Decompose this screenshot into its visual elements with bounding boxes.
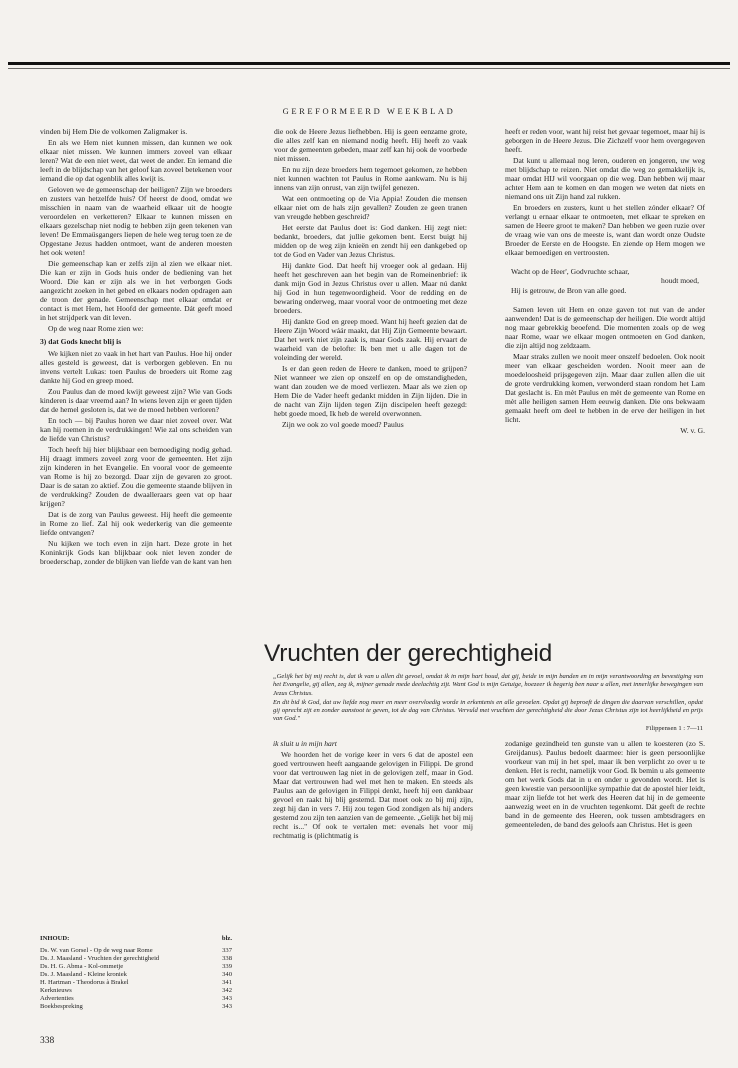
toc-entry-page: 338: [222, 955, 232, 962]
toc-entry-title: Ds. W. van Gorsel - Op de weg naar Rome: [40, 947, 153, 954]
toc-entry-title: Ds. J. Maasland - Kleine kroniek: [40, 971, 127, 978]
paragraph: Dat kunt u allemaal nog leren, ouderen en jongeren, uw weg met blijdschap te reizen. Niet omdat die weg zo gemakkelijk is, maar omdat HIJ wil voorgaan op die weg. Dan hebben wij maar achter Hem aan te komen en dan mogen we weten dat niets en niemand ons uit Zijn hand zal rukken.: [505, 156, 705, 201]
toc-entry-title: Boekbespreking: [40, 1003, 83, 1010]
toc-entry-page: 337: [222, 947, 232, 954]
section-heading: 3) dat Gods knecht blij is: [40, 337, 122, 346]
paragraph: Wat een ontmoeting op de Via Appia! Zouden die mensen elkaar niet om de hals zijn gevallen? Zouden ze geen tranen van vreugde hebben geschreid?: [274, 194, 467, 221]
subheading: ik sluit u in mijn hart: [273, 739, 337, 748]
article1-column-3: [505, 127, 705, 435]
paragraph: Geloven we de gemeenschap der heiligen? Zijn we broeders en zusters van hetzelfde huis? Of heerst de dood, omdat we misschien in naam van de waarheid elkaar uit de hoogte veroordelen en verketteren? Elkaar te kunnen missen en elkaars gezelschap niet nodig te hebben zijn geen tekenen van leven! De Emmaüsgangers liepen de hele weg terug toen ze de Opgestane Jezus hadden ontmoet, want de anderen moesten het ook weten!: [40, 185, 232, 257]
paragraph: En als we Hem niet kunnen missen, dan kunnen we ook elkaar niet missen. We kunnen immers zoveel van elkaar leren? Wat de een niet weet, dat weet de ander. En iemand die leeft in de blijdschap van het geloof kan zoveel betekenen voor iemand die op dat ogenblik alles kwijt is.: [40, 138, 232, 183]
toc-heading: INHOUD:: [40, 935, 70, 942]
article2-title: Vruchten der gerechtigheid: [264, 640, 553, 667]
toc-entry-page: 340: [222, 971, 232, 978]
article1-column-2: [274, 127, 467, 431]
quote-paragraph: „Gelijk het bij mij recht is, dat ik van u allen dit gevoel, omdat ik in mijn hart houd, dat gij, beide in mijn banden en in mijn verantwoording en bevestiging van het Evangelie, gij allen, zeg ik, mijner genade mede deelachtig zijt. Want God is mijn Getuige, hoezeer ik begerig ben naar u allen, met innerlijke bewegingen van Jezus Christus.: [273, 673, 703, 697]
hymn-line: houdt moed,: [661, 276, 699, 286]
toc-entry-page: 339: [222, 963, 232, 970]
paragraph: Samen leven uit Hem en onze gaven tot nut van de ander aanwenden! Dat is de gemeenschap der heiligen. Die wordt altijd nog maar gebrekkig beoefend. Die momenten zoals op de weg naar Rome, waar we elkaar mogen ontmoeten en God danken, die zijn altijd nog zeldzaam.: [505, 305, 705, 351]
paragraph: Hij dankte God. Dat heeft hij vroeger ook al gedaan. Hij heeft het geschreven aan het begin van de Romeinenbrief: ik dank mijn God in Jezus Christus over u allen. Maar nú dankt hij God in hun tegenwoordigheid. Voor de redding en de bewaring onderweg, maar vooral voor de ontmoeting met deze broeders.: [274, 261, 467, 315]
toc-entry-page: 343: [222, 1003, 232, 1010]
top-rule-thin: [8, 68, 730, 69]
paragraph: En nu zijn deze broeders hem tegemoet gekomen, ze hebben niet kunnen wachten tot Paulus in Rome aankwam. Nu is hij innens van zijn onrust, van zijn twijfel genezen.: [274, 165, 467, 192]
hymn-line: Hij is getrouw, de Bron van alle goed.: [511, 285, 627, 295]
toc-entry-title: Kerknieuws: [40, 987, 72, 994]
hymn-line: Wacht op de Heer', Godvruchte schaar,: [511, 267, 630, 276]
toc-entry-page: 343: [222, 995, 232, 1002]
toc-entry-title: Ds. H. G. Abma - Kol-ommetje: [40, 963, 124, 970]
toc-entry[interactable]: [40, 995, 232, 1003]
paragraph: die ook de Heere Jezus liefhebben. Hij is geen eenzame grote, die alles zelf kan en niemand nodig heeft. Hij heeft zo vaak voor de gemeenten gebeden, maar zelf kan hij ook de voorbede niet missen.: [274, 127, 467, 163]
paragraph: Het eerste dat Paulus doet is: God danken. Hij zegt niet: bedankt, broeders, dat jullie gekomen bent. Eerst buigt hij midden op de weg zijn knieën en zendt hij een dankgebed op tot de God en Vader van Jezus Christus.: [274, 223, 467, 259]
toc-page-label: blz.: [221, 935, 232, 942]
toc-entry[interactable]: [40, 1003, 232, 1011]
toc-entry-page: 342: [222, 987, 232, 994]
paragraph: Maar straks zullen we nooit meer onszelf bedoelen. Ook nooit meer van elkaar gescheiden worden. Nooit meer aan de moedeloosheid prijsgegeven zijn. Maar daar zullen allen die uit de grote verdrukking komen, verwonderd staan rondom het Lam Dat geslacht is. En mèt Paulus en mèt de gemeente van Rome en mèt alle heiligen samen Hem eeuwig danken. Die ons bekwaam gemaakt heeft om deel te hebben in de erve der heiligen in het licht.: [505, 352, 705, 425]
paragraph: We hoorden het de vorige keer in vers 6 dat de apostel een goed vertrouwen heeft aangaande gelovigen in Filippi. De grond voor dat vertrouwen lag niet in de gelovigen zelf, maar in God. Maar dat vertrouwen had wel met hen te maken. En steeds als Paulus aan de gelovigen in Filippi denkt, heeft hij een dankbaar gevoel en raakt hij blij gestemd. Dat moet ook zo bij mij zijn, zegt hij dan in vers 7. Hij zou tegen God zondigen als hij anders gestemd zou zijn ten aanzien van de gemeente. „Gelijk het bij mij recht is..." Of ook te vertalen met: evenals het voor mij rechtmatig is (plichtmatig is: [273, 750, 473, 840]
toc-entry-title: Advertenties: [40, 995, 74, 1002]
hymn-quote: [511, 267, 705, 295]
paragraph: We kijken niet zo vaak in het hart van Paulus. Hoe hij onder alles gesteld is geweest, dat is verborgen gebleven. En nu invens vertelt Lukas: toen Paulus de broeders uit Rome zag dankte hij God en greep moed.: [40, 349, 232, 385]
paragraph: Op de weg naar Rome zien we:: [48, 324, 144, 333]
paragraph: Toch heeft hij hier blijkbaar een bemoediging nodig gehad. Hij draagt immers zoveel zorg voor de gemeenten. Het zijn zijn kinderen in het Evangelie. En vooral voor de gemeente van Rome is hij zo bezorgd. Daar zijn de gevaren zo groot. Daar is de satan zo aktief. Zou die gemeente staande blijven in de verdrukking? Zouden de dwaalleraars geen vat op haar krijgen?: [40, 445, 232, 508]
article1-column-1: [40, 127, 232, 568]
paragraph: En broeders en zusters, kunt u het stellen zónder elkaar? Of verlangt u ernaar elkaar te ontmoeten, met elkaar te spreken en samen de Heere groot te maken? Dan hebben we geen ruzie over de vraag wie van ons de meeste is, want dan wordt onze Oudste Broeder de Eerste en de Hoogste. En ziende op Hem mogen we elkaar bemoedigen en vertroosten.: [505, 203, 705, 257]
paragraph: Nu kijken we toch even in zijn hart. Deze grote in het Koninkrijk Gods kan blijkbaar ook niet leven zonder de broederschap, zonder de blijken van liefde van de kant van hen: [40, 539, 232, 566]
page-number: 338: [40, 1036, 55, 1046]
paragraph: zodanige gezindheid ten gunste van u allen te koesteren (zo S. Greijdanus). Paulus bedoelt daarmee: hier is geen persoonlijke voorkeur van mij in het spel, maar ik ben verplicht zo over u te denken. Het is recht, namelijk voor God. Ik bemin u als gemeente om het werk Gods dat in u en onder u gevonden wordt. Het is geen kwestie van persoonlijke sympathie dat de apostel hier leidt, maar zijn liefde tot het werk des Heeren dat hij in de gemeente aanwezig weet en in de vruchten tegenkomt. Dát geeft de rechte band in de gemeente des Heeren, ook tussen ambtsdragers en gemeenteleden, de band des geloofs aan Christus. Het is geen: [505, 739, 705, 829]
article2-column-1: [273, 739, 473, 842]
scripture-reference: Filippensen 1 : 7—11: [645, 724, 703, 732]
article2-column-2: [505, 739, 705, 831]
author-signature: W. v. G.: [680, 426, 705, 436]
toc-entry[interactable]: [40, 963, 232, 971]
paragraph: Zou Paulus dan de moed kwijt geweest zijn? Wie van Gods kinderen is daar vreemd aan? In wiens leven zijn er geen tijden dat de hemel gesloten is, dat we de moed hebben verloren?: [40, 387, 232, 414]
toc-entry[interactable]: [40, 979, 232, 987]
paragraph: En toch — bij Paulus horen we daar niet zoveel over. Wat kan hij roemen in de verdrukkingen! Wie zal ons scheiden van de liefde van Christus?: [40, 416, 232, 443]
paragraph: Hij dankte God en greep moed. Want hij heeft gezien dat de Heere Zijn Woord wáár maakt, dat Hij Zijn Gemeente bewaart. Dat het werk niet zijn zaak is, maar Gods zaak. Hij ervaart de waarheid van de belofte: Ik ben met u alle dagen tot de voleinding der wereld.: [274, 317, 467, 362]
top-rule-thick: [8, 62, 730, 65]
masthead: GEREFORMEERD WEEKBLAD: [282, 106, 456, 116]
toc-entry-title: Ds. J. Maasland - Vruchten der gerechtigheid: [40, 955, 160, 962]
scripture-quote: [273, 673, 703, 734]
paragraph: heeft er reden voor, want hij reist het gevaar tegemoet, maar hij is geborgen in de Heere Jezus. Die Zichzelf voor hem overgegeven heeft.: [505, 127, 705, 154]
toc-entry[interactable]: [40, 947, 232, 955]
paragraph: Die gemeenschap kan er zelfs zijn al zien we elkaar niet. Die kan er zijn in Gods huis onder de bediening van het Woord. Die kan er zijn als we in het verborgen Gods aangezicht zoeken in het gebed en elkaars noden opdragen aan de troon der genade. Gemeenschap met elkaar omdat er contact is met Hem, het Hoofd der gemeente. Dát geeft moed in het strijdperk van dit leven.: [40, 259, 232, 322]
paragraph: vinden bij Hem Die de volkomen Zaligmaker is.: [40, 127, 188, 136]
toc-entry[interactable]: [40, 971, 232, 979]
toc-entry[interactable]: [40, 987, 232, 995]
toc-entry-page: 341: [222, 979, 232, 986]
paragraph: Dat is de zorg van Paulus geweest. Hij heeft die gemeente in Rome zo lief. Zal hij ook wederkerig van die gemeente liefde ontvangen?: [40, 510, 232, 537]
toc-entry[interactable]: [40, 955, 232, 963]
paragraph: Zijn we ook zo vol goede moed? Paulus: [282, 420, 404, 429]
paragraph: Is er dan geen reden de Heere te danken, moed te grijpen? Niet wanneer we zien op onszelf en op de omstandigheden, want dan zouden we de moed verliezen. Maar als we zien op Hem Die de Vader heeft gedankt midden in Zijn lijden. Die in de nacht van Zijn lijden tegen Zijn discipelen heeft gezegd: hebt goede moed, Ik heb de wereld overwonnen.: [274, 364, 467, 418]
toc-entry-title: H. Hartman - Theodorus à Brakel: [40, 979, 129, 986]
table-of-contents: [40, 935, 232, 1011]
quote-paragraph: En dit bid ik God, dat uw liefde nog meer en meer overvloedig worde in erkentenis en alle gevoelen. Opdat gij beproeft de dingen die daarvan verschillen, opdat gij oprecht zijt en zonder aanstoot te geven, tot de dag van Christus. Vervuld met vruchten der gerechtigheid die door Jezus Christus zijn tot heerlijkheid en prijs van God.": [273, 698, 703, 723]
